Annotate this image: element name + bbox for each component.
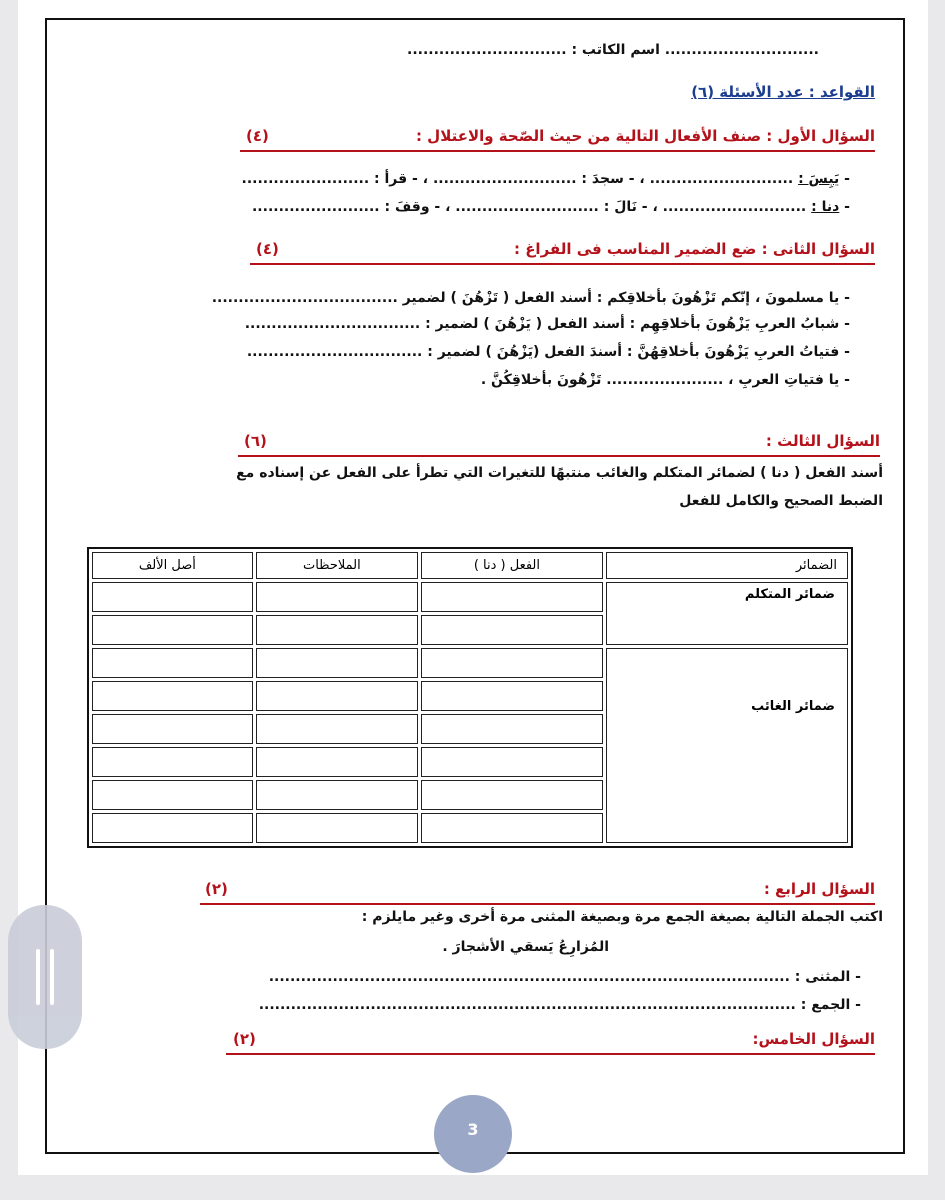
group-first-person: ضمائر المتكلم — [606, 582, 848, 645]
table-cell[interactable] — [421, 714, 603, 744]
conjugation-table — [87, 547, 853, 848]
q1-row2: - دنا : ........................... ، - نَالَ : ........................... ، - وقفَ : ........................ — [251, 199, 850, 215]
q4-plural-line: - الجمع : ..................................................................................................... — [258, 997, 861, 1013]
header-pronouns: الضمائر — [606, 552, 848, 579]
header-alif-origin: أصل الألف — [92, 552, 253, 579]
table-cell[interactable] — [421, 681, 603, 711]
q1-row1-a: يَبِسَ : — [798, 171, 840, 187]
q4-sentence: المُزارِعُ يَسقي الأشجارَ . — [442, 939, 609, 955]
q2-line3: - فتياتُ العربِ يَزْهُونَ بأخلاقِهُنَّ : أسندَ الفعل (يَزْهُنَ ) لضمير : ................................. — [246, 344, 850, 360]
table-cell[interactable] — [421, 582, 603, 612]
q5-marks: (٢) — [233, 1030, 256, 1048]
scroll-handle[interactable] — [8, 905, 82, 1049]
q4-text: اكتب الجملة التالية بصيغة الجمع مرة وبصيغة المثنى مرة أخرى وغير مايلزم : — [361, 909, 883, 925]
grammar-title: القواعد : عدد الأسئلة (٦) — [691, 83, 875, 101]
table-cell[interactable] — [92, 747, 253, 777]
q2-line2: - شبابُ العربِ يَزْهُونَ بأخلاقِهِم : أسند الفعل ( يَزْهُنَ ) لضمير : ................................. — [244, 316, 850, 332]
table-cell[interactable] — [92, 714, 253, 744]
q2-line4: - يا فتياتِ العربِ ، ...................... تَزْهُونَ بأخلاقِكُنَّ . — [480, 372, 850, 388]
table-cell[interactable] — [256, 780, 418, 810]
header-verb: الفعل ( دنا ) — [421, 552, 603, 579]
table-cell[interactable] — [256, 714, 418, 744]
q5-title: السؤال الخامس: — [752, 1030, 875, 1048]
table-cell[interactable] — [92, 582, 253, 612]
author-line — [407, 42, 819, 58]
table-cell[interactable] — [421, 813, 603, 843]
q3-title: السؤال الثالث : — [765, 432, 880, 450]
page-number-badge: 3 — [434, 1095, 512, 1173]
handle-grip-left — [36, 949, 40, 1005]
table-cell[interactable] — [256, 813, 418, 843]
q1-marks: (٤) — [246, 127, 269, 145]
table-cell[interactable] — [421, 780, 603, 810]
q2-underline — [250, 263, 875, 265]
author-label: اسم الكاتب : — [571, 42, 660, 58]
q1-row2-c: ، - وقفَ : — [384, 199, 451, 215]
table-cell[interactable] — [92, 813, 253, 843]
table-cell[interactable] — [256, 681, 418, 711]
handle-grip-right — [50, 949, 54, 1005]
table-cell[interactable] — [421, 615, 603, 645]
group-third-person: ضمائر الغائب — [606, 648, 848, 843]
author-dots-right: ............................. — [664, 42, 819, 58]
author-dots: .............................. — [407, 42, 567, 58]
q5-underline — [226, 1053, 875, 1055]
q1-underline — [240, 150, 875, 152]
q4-title: السؤال الرابع : — [763, 880, 875, 898]
header-notes: الملاحظات — [256, 552, 418, 579]
table-cell[interactable] — [256, 582, 418, 612]
q1-row2-a: دنا : — [811, 199, 840, 215]
table-cell[interactable] — [421, 747, 603, 777]
table-cell[interactable] — [256, 615, 418, 645]
q2-title: السؤال الثانى : ضع الضمير المناسب فى الفراغ : — [513, 240, 875, 258]
table-cell[interactable] — [92, 780, 253, 810]
q1-row2-b: ، - نَالَ : — [603, 199, 658, 215]
q3-underline — [238, 455, 880, 457]
table-cell[interactable] — [92, 681, 253, 711]
table-cell[interactable] — [256, 747, 418, 777]
q1-row1-c: ، - قرأ : — [374, 171, 429, 187]
q2-marks: (٤) — [256, 240, 279, 258]
table-cell[interactable] — [92, 648, 253, 678]
q2-line1: - يا مسلمونَ ، إنّكم تَزْهُونَ بأخلاقِكم : أسند الفعل ( تَزْهُنَ ) لضمير ................................... — [211, 290, 850, 306]
q3-marks: (٦) — [244, 432, 267, 450]
q4-underline — [200, 903, 875, 905]
q3-text2: الضبط الصحيح والكامل للفعل — [679, 493, 883, 509]
table-cell[interactable] — [92, 615, 253, 645]
table-cell[interactable] — [421, 648, 603, 678]
q4-plural-label: الجمع : — [800, 997, 851, 1013]
table-cell[interactable] — [256, 648, 418, 678]
q4-dual-line: - المثنى : .................................................................................................. — [268, 969, 861, 985]
q4-marks: (٢) — [205, 880, 228, 898]
q1-row1-b: ، - سجدَ : — [581, 171, 645, 187]
q3-text1: أسند الفعل ( دنا ) لضمائر المتكلم والغائب منتبهًا للتغيرات التي تطرأ على الفعل عن إسناده مع — [236, 465, 883, 481]
q1-row1: - يَبِسَ : ........................... ، - سجدَ : ........................... ، - قرأ : ........................ — [241, 171, 850, 187]
q1-title: السؤال الأول : صنف الأفعال التالية من حيث الصّحة والاعتلال : — [415, 127, 875, 145]
q4-dual-label: المثنى : — [794, 969, 851, 985]
